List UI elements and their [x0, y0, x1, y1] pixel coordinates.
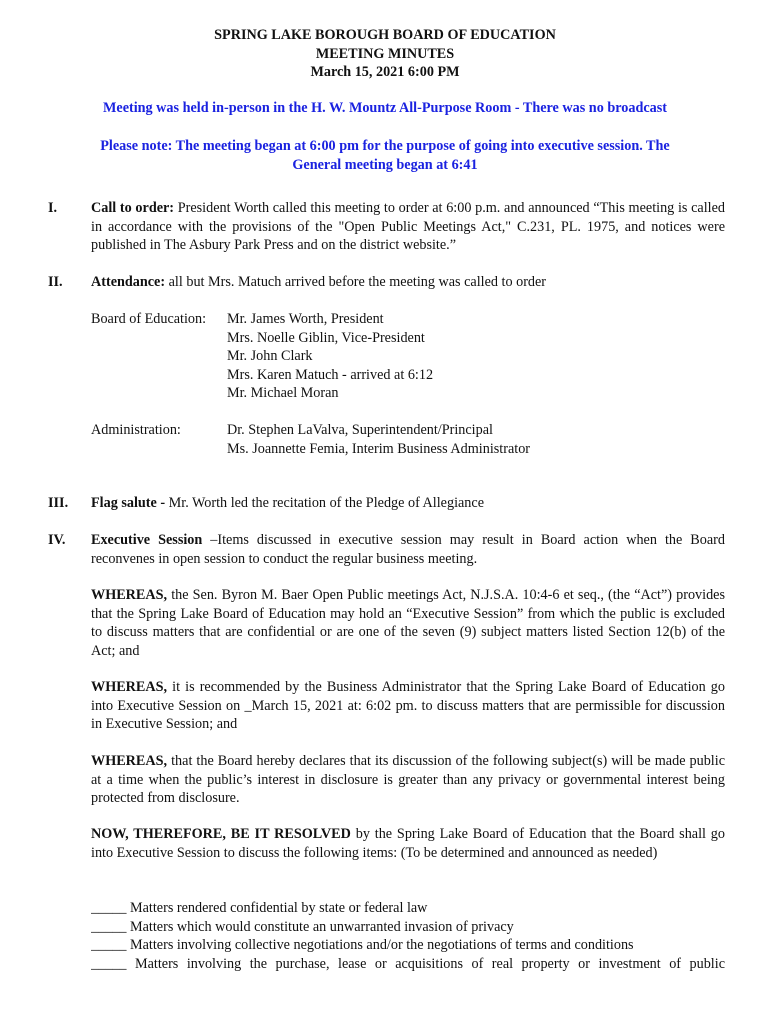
document-title: SPRING LAKE BOROUGH BOARD OF EDUCATION — [214, 27, 556, 43]
section-text: Mr. Worth led the recitation of the Pledge of Allegiance — [165, 495, 484, 511]
meeting-date: March 15, 2021 6:00 PM — [310, 64, 460, 80]
board-member: Mr. John Clark — [227, 348, 313, 364]
whereas-paragraph-1 — [91, 586, 725, 660]
section-text: –Items discussed in executive session may result in Board action when the Board reconvenes in open session to conduct the regular business meeting. — [91, 532, 725, 567]
administrator: Dr. Stephen LaValva, Superintendent/Principal — [227, 422, 493, 438]
section-number: I. — [48, 200, 58, 216]
section-number: IV. — [48, 532, 66, 548]
whereas-text: that the Board hereby declares that its discussion of the following subject(s) will be made public at a time when the public’s interest in disclosure is greater than any privacy or governmental interest being protected from disclosure. — [91, 753, 725, 806]
resolved-paragraph — [91, 825, 725, 862]
administration-list — [227, 421, 530, 458]
whereas-paragraph-2 — [91, 678, 725, 734]
document-subtitle: MEETING MINUTES — [315, 45, 455, 62]
administration-label: Administration: — [91, 422, 181, 438]
checklist-item: _____ Matters involving the purchase, lease or acquisitions of real property or investment of public — [91, 955, 725, 972]
board-member: Mr. James Worth, President — [227, 311, 384, 327]
whereas-paragraph-3 — [91, 752, 725, 808]
checklist-item: _____ Matters rendered confidential by state or federal law — [91, 900, 428, 916]
meeting-location-notice: Meeting was held in-person in the H. W. Mountz All-Purpose Room - There was no broadcast — [103, 100, 667, 116]
section-text: all but Mrs. Matuch arrived before the meeting was called to order — [165, 274, 547, 290]
executive-session-paragraph — [91, 531, 725, 568]
meeting-start-notice-line2: General meeting began at 6:41 — [292, 156, 478, 173]
board-member: Mrs. Karen Matuch - arrived at 6:12 — [227, 366, 434, 383]
checklist-item: _____ Matters which would constitute an unwarranted invasion of privacy — [91, 918, 514, 935]
meeting-start-notice-line1: Please note: The meeting began at 6:00 pm for the purpose of going into executive session. The — [100, 138, 670, 154]
section-number: III. — [48, 495, 69, 511]
board-member: Mr. Michael Moran — [227, 385, 339, 401]
section-heading: Flag salute - — [91, 495, 166, 511]
whereas-text: it is recommended by the Business Administrator that the Spring Lake Board of Education go into Executive Session on _March 15, 2021 at: 6:02 pm. to discuss matters that are permissible for discussion in Executive Session; and — [91, 679, 725, 732]
administrator: Ms. Joannette Femia, Interim Business Administrator — [227, 440, 531, 457]
board-members-list — [227, 310, 433, 403]
whereas-label: WHEREAS, — [91, 679, 168, 695]
resolved-label: NOW, THEREFORE, BE IT RESOLVED — [91, 826, 351, 842]
whereas-label: WHEREAS, — [91, 587, 168, 603]
whereas-label: WHEREAS, — [91, 753, 168, 769]
call-to-order-paragraph — [91, 199, 725, 255]
whereas-text: the Sen. Byron M. Baer Open Public meetings Act, N.J.S.A. 10:4-6 et seq., (the “Act”) provides that the Spring Lake Board of Education may hold an “Executive Session” from which the public is excluded to discuss matters that are confidential or are one of the seven (9) subject matters listed Section 12(b) of the Act; and — [91, 587, 725, 659]
flag-salute-paragraph — [91, 494, 725, 513]
section-heading: Call to order: — [91, 200, 175, 216]
section-heading: Attendance: — [91, 274, 166, 290]
board-of-education-label: Board of Education: — [91, 311, 207, 327]
section-number: II. — [48, 274, 63, 290]
attendance-paragraph — [91, 273, 725, 292]
resolved-text: by the Spring Lake Board of Education that the Board shall go into Executive Session to discuss the following items: (To be determined and announced as needed) — [91, 826, 725, 861]
section-heading: Executive Session — [91, 532, 203, 548]
checklist-item: _____ Matters involving collective negotiations and/or the negotiations of terms and conditions — [91, 937, 634, 953]
board-member: Mrs. Noelle Giblin, Vice-President — [227, 329, 425, 346]
section-text: President Worth called this meeting to order at 6:00 p.m. and announced “This meeting is called in accordance with the provisions of the "Open Public Meetings Act," C.231, PL. 1975, and notices were published in The Asbury Park Press and on the district website.” — [91, 200, 725, 253]
